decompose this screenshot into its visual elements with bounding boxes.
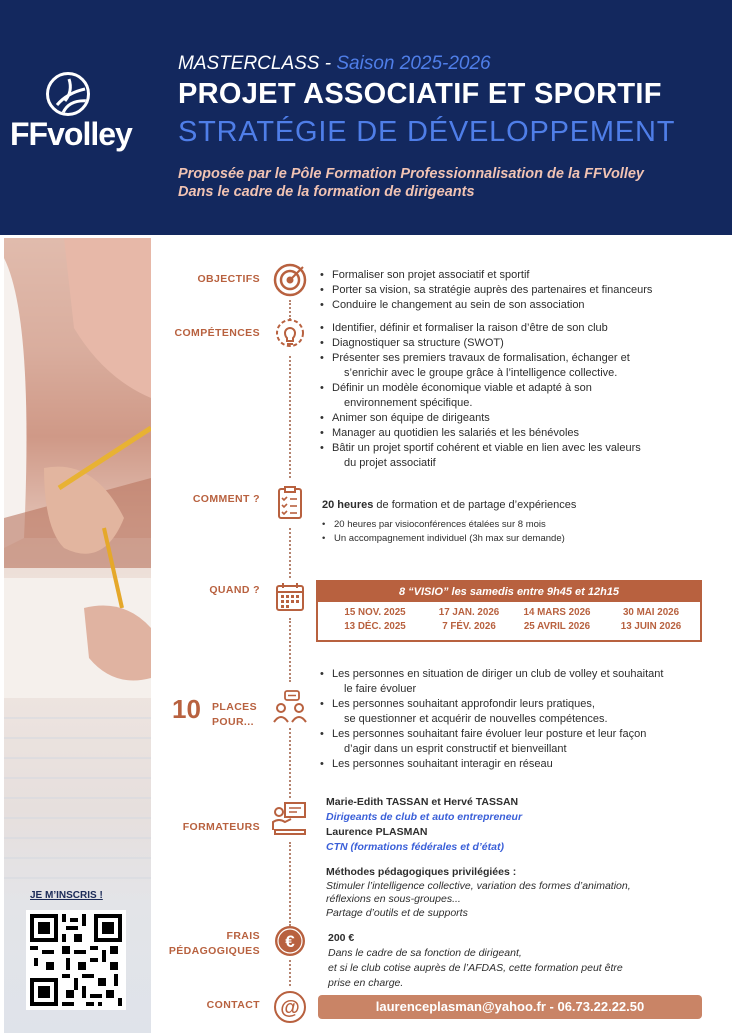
- formateurs-label: FORMATEURS: [182, 821, 260, 833]
- places-label: [212, 700, 257, 730]
- contact-label: CONTACT: [206, 999, 260, 1011]
- places-item: [320, 697, 663, 727]
- places-list: [320, 667, 663, 772]
- connector-line: [289, 960, 291, 986]
- masterclass-line: [178, 53, 491, 75]
- competence-text-continued: s’enrichir avec le groupe grâce à l’intelligence collective.: [344, 367, 618, 379]
- competence-text: Diagnostiquer sa structure (SWOT): [332, 337, 504, 349]
- competence-item: [320, 426, 641, 441]
- date: 7 FÉV. 2026: [442, 621, 496, 632]
- places-number: 10: [172, 694, 201, 724]
- places-text-continued: se questionner et acquérir de nouvelles compétences.: [344, 713, 608, 725]
- quand-label: QUAND ?: [209, 584, 260, 596]
- trainer-role-1: Dirigeants de club et auto entrepreneur: [326, 811, 523, 823]
- competence-item: [320, 351, 641, 381]
- methods-line: Partage d’outils et de supports: [326, 906, 468, 919]
- methods-title: Méthodes pédagogiques privilégiées :: [326, 866, 517, 878]
- competence-text-continued: du projet associatif: [344, 457, 436, 469]
- date: 15 NOV. 2025: [344, 607, 406, 618]
- date: 13 DÉC. 2025: [344, 621, 406, 632]
- date: 14 MARS 2026: [523, 607, 591, 618]
- places-item: [320, 667, 663, 697]
- presentation-board-icon: [271, 800, 309, 838]
- frais-label-1: FRAIS: [226, 930, 260, 942]
- competences-list: [320, 321, 641, 471]
- trainer-name-1: Marie-Edith TASSAN et Hervé TASSAN: [326, 796, 519, 808]
- subtitle-line-1: Proposée par le Pôle Formation Professionnalisation de la FFVolley: [178, 166, 644, 182]
- places-item: [320, 757, 663, 772]
- competence-text: Manager au quotidien les salariés et les bénévoles: [332, 427, 580, 439]
- places-text-continued: d’agir dans un esprit constructif et bienveillant: [344, 743, 567, 755]
- date: 25 AVRIL 2026: [523, 621, 591, 632]
- date-column: [332, 606, 418, 634]
- checklist-icon: [271, 484, 309, 522]
- header-subtitle: [178, 165, 644, 201]
- date: 13 JUIN 2026: [620, 621, 682, 632]
- comment-hours: [322, 498, 576, 513]
- competence-item: [320, 411, 641, 426]
- date-column: [426, 606, 512, 634]
- competence-text: Animer son équipe de dirigeants: [332, 412, 490, 424]
- connector-line: [289, 618, 291, 682]
- places-item: [320, 727, 663, 757]
- comment-item: • Un accompagnement individuel (3h max sur demande): [322, 532, 565, 546]
- competence-item: [320, 381, 641, 411]
- objectif-item: • Conduire le changement au sein de son association: [320, 298, 652, 313]
- connector-line: [289, 528, 291, 578]
- contact-button[interactable]: laurenceplasman@yahoo.fr - 06.73.22.22.50: [318, 995, 702, 1019]
- hours-rest: de formation et de partage d’expériences: [373, 499, 577, 511]
- qr-code[interactable]: [26, 910, 126, 1010]
- frais-block: [328, 931, 623, 991]
- competence-text: Définir un modèle économique viable et adapté à son: [332, 382, 592, 394]
- competence-item: [320, 441, 641, 471]
- date-column: [608, 606, 694, 634]
- places-text: Les personnes souhaitant faire évoluer leur posture et leur façon: [332, 728, 647, 740]
- comment-list: [322, 518, 565, 546]
- dates-box: [316, 580, 702, 642]
- places-label-1: PLACES: [212, 701, 257, 713]
- svg-text:€: €: [285, 932, 295, 951]
- secondary-title: STRATÉGIE DE DÉVELOPPEMENT: [178, 116, 676, 148]
- lightbulb-gear-icon: [271, 316, 309, 354]
- frais-line: et si le club cotise auprès de l’AFDAS, cette formation peut être: [328, 962, 623, 974]
- dates-header: 8 “VISIO” les samedis entre 9h45 et 12h15: [318, 582, 700, 602]
- target-icon: [271, 261, 309, 299]
- euro-coin-icon: [271, 922, 309, 960]
- frais-label-2: PÉDAGOGIQUES: [168, 945, 260, 957]
- volleyball-icon: [46, 72, 90, 116]
- methods-block: [326, 866, 631, 920]
- frais-line: Dans le cadre de sa fonction de dirigeant,: [328, 947, 522, 959]
- places-text: Les personnes en situation de diriger un club de volley et souhaitant: [332, 668, 664, 680]
- register-label: JE M’INSCRIS !: [30, 890, 103, 901]
- competence-item: [320, 336, 641, 351]
- logo-text: FFvolley: [10, 116, 132, 152]
- main-title: PROJET ASSOCIATIF ET SPORTIF: [178, 78, 662, 110]
- date-column: [514, 606, 600, 634]
- svg-text:@: @: [280, 997, 300, 1019]
- places-text: Les personnes souhaitant interagir en réseau: [332, 758, 553, 770]
- objectif-item: • Formaliser son projet associatif et sportif: [320, 268, 652, 283]
- frais-label: [150, 929, 260, 959]
- comment-label: COMMENT ?: [192, 493, 260, 505]
- competence-text: Présenter ses premiers travaux de formalisation, échanger et: [332, 352, 630, 364]
- season-label: Saison 2025-2026: [336, 53, 491, 74]
- connector-line: [289, 728, 291, 798]
- places-text-continued: le faire évoluer: [344, 683, 417, 695]
- subtitle-line-2: Dans le cadre de la formation de dirigeants: [178, 184, 475, 200]
- methods-line: réflexions en sous-groupes...: [326, 893, 461, 905]
- ffvolley-logo: [10, 72, 130, 157]
- competences-label: COMPÉTENCES: [174, 327, 260, 339]
- people-discussion-icon: [271, 688, 309, 726]
- frais-line: prise en charge.: [328, 977, 404, 989]
- connector-line: [289, 356, 291, 478]
- header-banner: [0, 0, 732, 235]
- objectif-item: • Porter sa vision, sa stratégie auprès des partenaires et financeurs: [320, 283, 652, 298]
- masterclass-label: MASTERCLASS: [178, 53, 320, 74]
- methods-line: Stimuler l’intelligence collective, variation des formes d’animation,: [326, 879, 631, 892]
- trainer-name-2: Laurence PLASMAN: [326, 826, 428, 838]
- date: 17 JAN. 2026: [438, 607, 500, 618]
- connector-line: [289, 842, 291, 926]
- places-label-2: POUR...: [212, 716, 254, 728]
- at-sign-icon: [271, 988, 309, 1026]
- objectifs-list: [320, 268, 652, 313]
- competence-text: Bâtir un projet sportif cohérent et viable en lien avec les valeurs: [332, 442, 641, 454]
- trainer-role-2: CTN (formations fédérales et d’état): [326, 841, 504, 853]
- comment-item: • 20 heures par visioconférences étalées sur 8 mois: [322, 518, 565, 532]
- competence-item: [320, 321, 641, 336]
- hours-bold: 20 heures: [322, 499, 374, 511]
- places-text: Les personnes souhaitant approfondir leurs pratiques,: [332, 698, 595, 710]
- masterclass-dash: -: [319, 53, 337, 74]
- competence-text: Identifier, définir et formaliser la raison d’être de son club: [332, 322, 608, 334]
- price: 200 €: [328, 932, 355, 944]
- calendar-icon: [271, 578, 309, 616]
- objectifs-label: OBJECTIFS: [197, 273, 260, 285]
- formateurs-block: [326, 795, 522, 855]
- date: 30 MAI 2026: [622, 607, 680, 618]
- competence-text-continued: environnement spécifique.: [344, 397, 473, 409]
